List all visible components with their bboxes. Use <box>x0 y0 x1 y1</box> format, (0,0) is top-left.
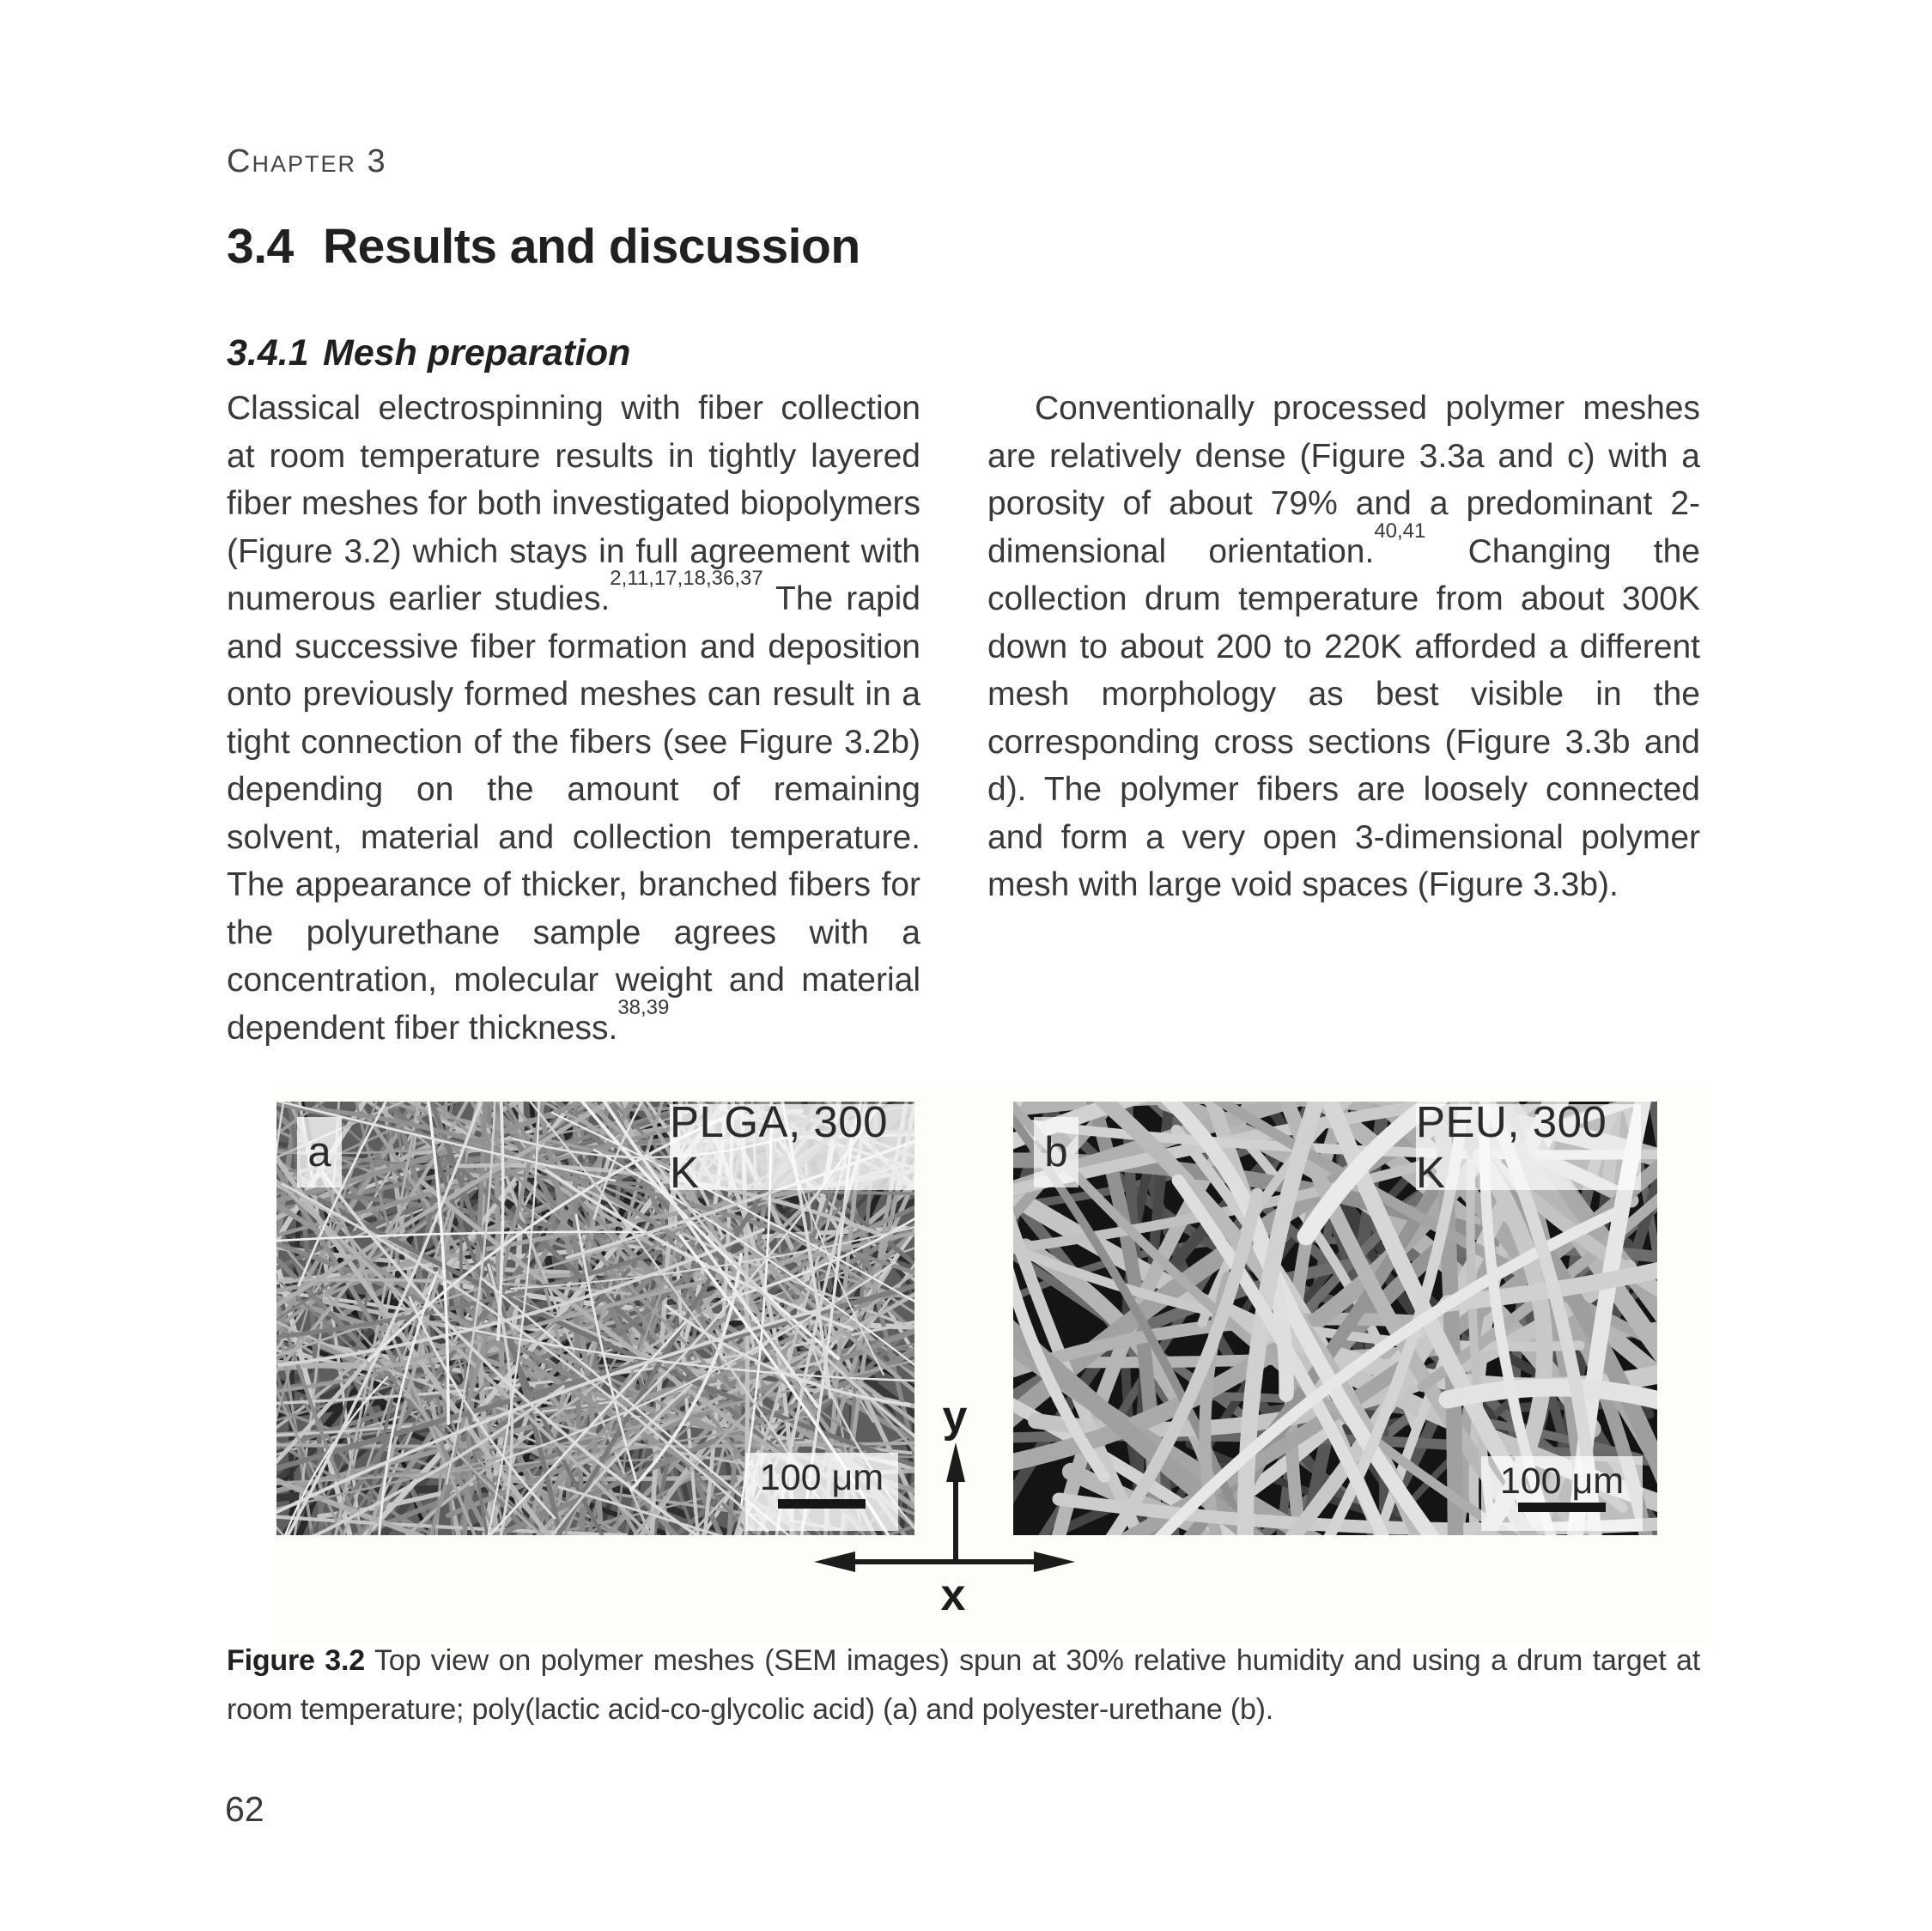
figure-caption-label: Figure 3.2 <box>227 1644 365 1677</box>
page-number: 62 <box>225 1789 264 1829</box>
figure-caption-text: Top view on polymer meshes (SEM images) spun at 30% relative humidity and using a drum target at room temperature; poly(lactic acid-co-glycolic acid) (a) and polyester-urethane (b). <box>227 1644 1700 1726</box>
panel-a-sample-label: PLGA, 300 K <box>670 1104 914 1190</box>
figure-caption <box>227 1636 1700 1734</box>
panel-letter-a: a <box>297 1117 342 1187</box>
panel-b-scale-label: 100 μm <box>1499 1460 1625 1502</box>
subsection-number: 3.4.1 <box>227 332 309 373</box>
xy-axis-diagram <box>799 1393 1091 1633</box>
axis-x-label: x <box>940 1570 966 1620</box>
section-number: 3.4 <box>227 219 294 274</box>
section-title: Results and discussion <box>323 219 860 274</box>
running-header-chapter: Chapter 3 <box>227 143 387 179</box>
subsection-title: Mesh preparation <box>323 332 631 373</box>
subsection-heading <box>227 331 630 374</box>
panel-letter-b: b <box>1034 1117 1078 1187</box>
sem-image-panel-b <box>1013 1102 1657 1535</box>
section-heading <box>227 220 860 273</box>
panel-a-scale-label: 100 μm <box>759 1457 884 1498</box>
panel-b-scale-bar <box>1518 1503 1606 1512</box>
panel-b-scale-box <box>1481 1456 1643 1531</box>
body-text-left-column: Classical electrospinning with fiber collection at room temperature results in tightly layered fiber meshes for both investigated biopolymers (Figure 3.2) which stays in full agreement with numerous earlier studies.$^{2,11,17,18,36,37}$ The rapid and successive fiber formation and deposition onto previously formed meshes can result in a tight connection of the fibers (see Figure 3.2b) depending on the amount of remaining solvent, material and collection temperature. The appearance of thicker, branched fibers for the polyurethane sample agrees with a concentration, molecular weight and material dependent fiber thickness.$^{38,39}$ <box>227 390 920 1047</box>
body-text-right-column: Conventionally processed polymer meshes are relatively dense (Figure 3.3a and c) with a porosity of about 79% and a predominant 2-dimensional orientation.$^{40,41}$ Changing the collection drum temperature from about 300K down to about 200 to 220K afforded a different mesh morphology as best visible in the corresponding cross sections (Figure 3.3b and d). The polymer fibers are loosely connected and form a very open 3-dimensional polymer mesh with large void spaces (Figure 3.3b). <box>987 390 1701 903</box>
panel-b-sample-label: PEU, 300 K <box>1416 1104 1641 1190</box>
axis-y-label: y <box>942 1392 968 1442</box>
